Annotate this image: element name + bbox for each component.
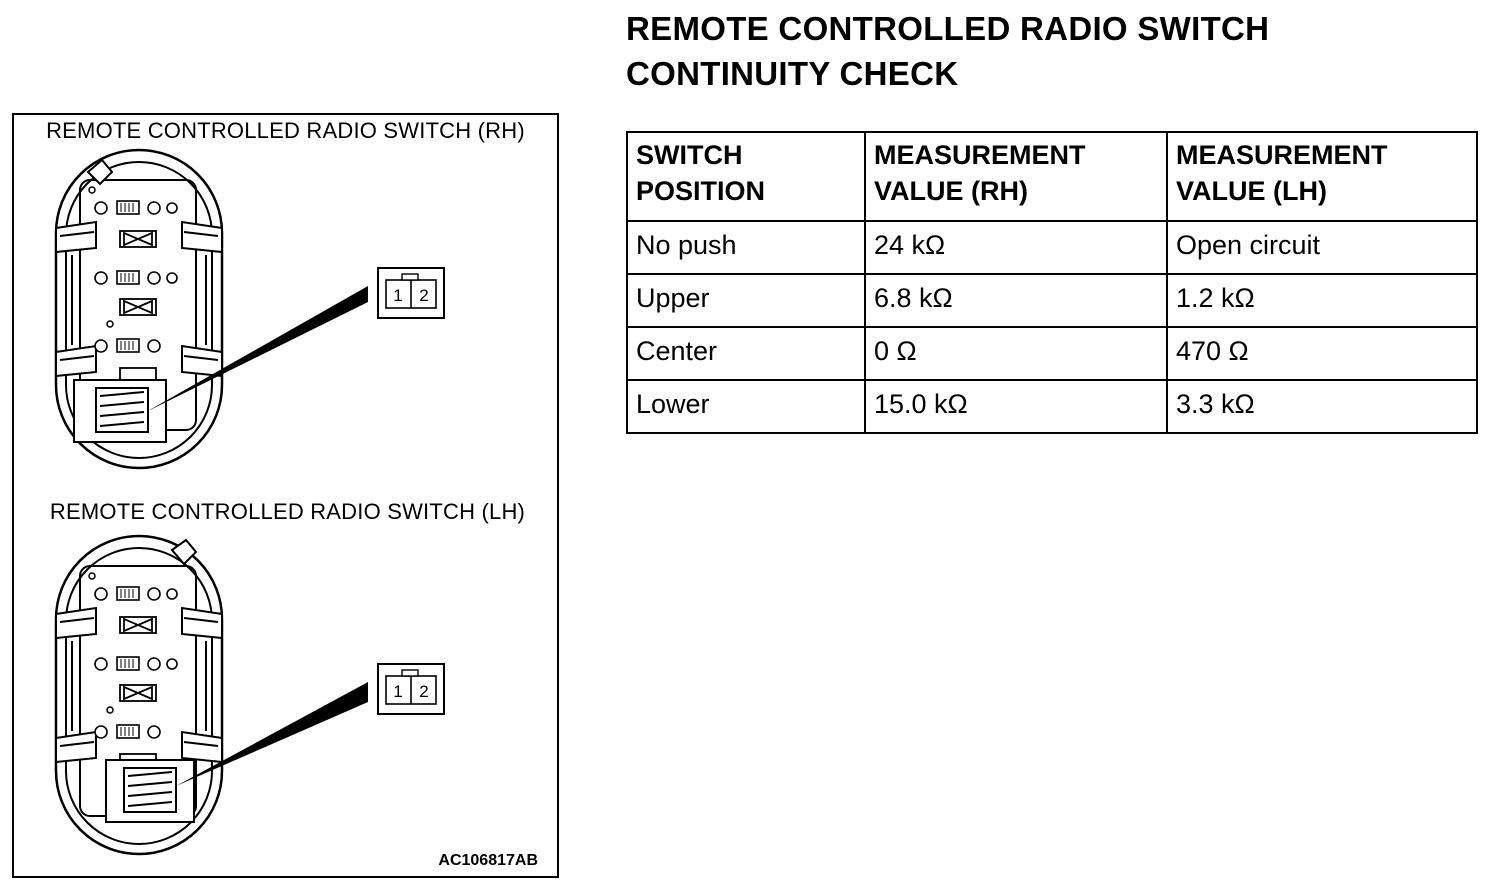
connector-rh-face: [378, 268, 444, 318]
cell-value-rh: 0 Ω: [865, 327, 1167, 380]
connector-rh-pin-2: 2: [419, 286, 429, 305]
cell-value-lh: Open circuit: [1167, 221, 1477, 274]
switch-lh-label: REMOTE CONTROLLED RADIO SWITCH (LH): [49, 499, 526, 524]
cell-value-lh: 3.3 kΩ: [1167, 380, 1477, 433]
cell-value-lh: 470 Ω: [1167, 327, 1477, 380]
connector-lh-pin-2: 2: [419, 682, 429, 701]
switch-rh-connector-housing: [74, 380, 166, 442]
table-row: [627, 221, 1477, 274]
switch-rh-drawing: [56, 150, 368, 468]
cell-value-rh: 6.8 kΩ: [865, 274, 1167, 327]
cell-value-lh: 1.2 kΩ: [1167, 274, 1477, 327]
header-switch-position: SWITCH POSITION: [627, 132, 865, 221]
cell-position: Center: [627, 327, 865, 380]
table-row: [627, 380, 1477, 433]
switch-lh-connector-housing: [106, 760, 194, 822]
connector-lh-face: [378, 664, 444, 714]
cell-value-rh: 15.0 kΩ: [865, 380, 1167, 433]
table-row: [627, 274, 1477, 327]
continuity-table: [626, 131, 1478, 434]
figure-id: AC106817AB: [438, 852, 538, 869]
cell-value-rh: 24 kΩ: [865, 221, 1167, 274]
cell-position: Lower: [627, 380, 865, 433]
connector-lh-pin-1: 1: [393, 682, 403, 701]
switch-rh-label: REMOTE CONTROLLED RADIO SWITCH (RH): [46, 118, 525, 143]
page-title: [626, 6, 1269, 96]
header-measurement-lh: MEASUREMENT VALUE (LH): [1167, 132, 1477, 221]
connector-rh-pin-1: 1: [393, 286, 403, 305]
table-header-row: [627, 132, 1477, 221]
page-title-line-1: REMOTE CONTROLLED RADIO SWITCH: [626, 10, 1270, 47]
page-title-line-2: CONTINUITY CHECK: [626, 55, 959, 92]
switch-lh-drawing: [56, 536, 368, 854]
header-measurement-rh: MEASUREMENT VALUE (RH): [865, 132, 1167, 221]
cell-position: No push: [627, 221, 865, 274]
cell-position: Upper: [627, 274, 865, 327]
table-row: [627, 327, 1477, 380]
switch-diagrams: [0, 0, 600, 890]
